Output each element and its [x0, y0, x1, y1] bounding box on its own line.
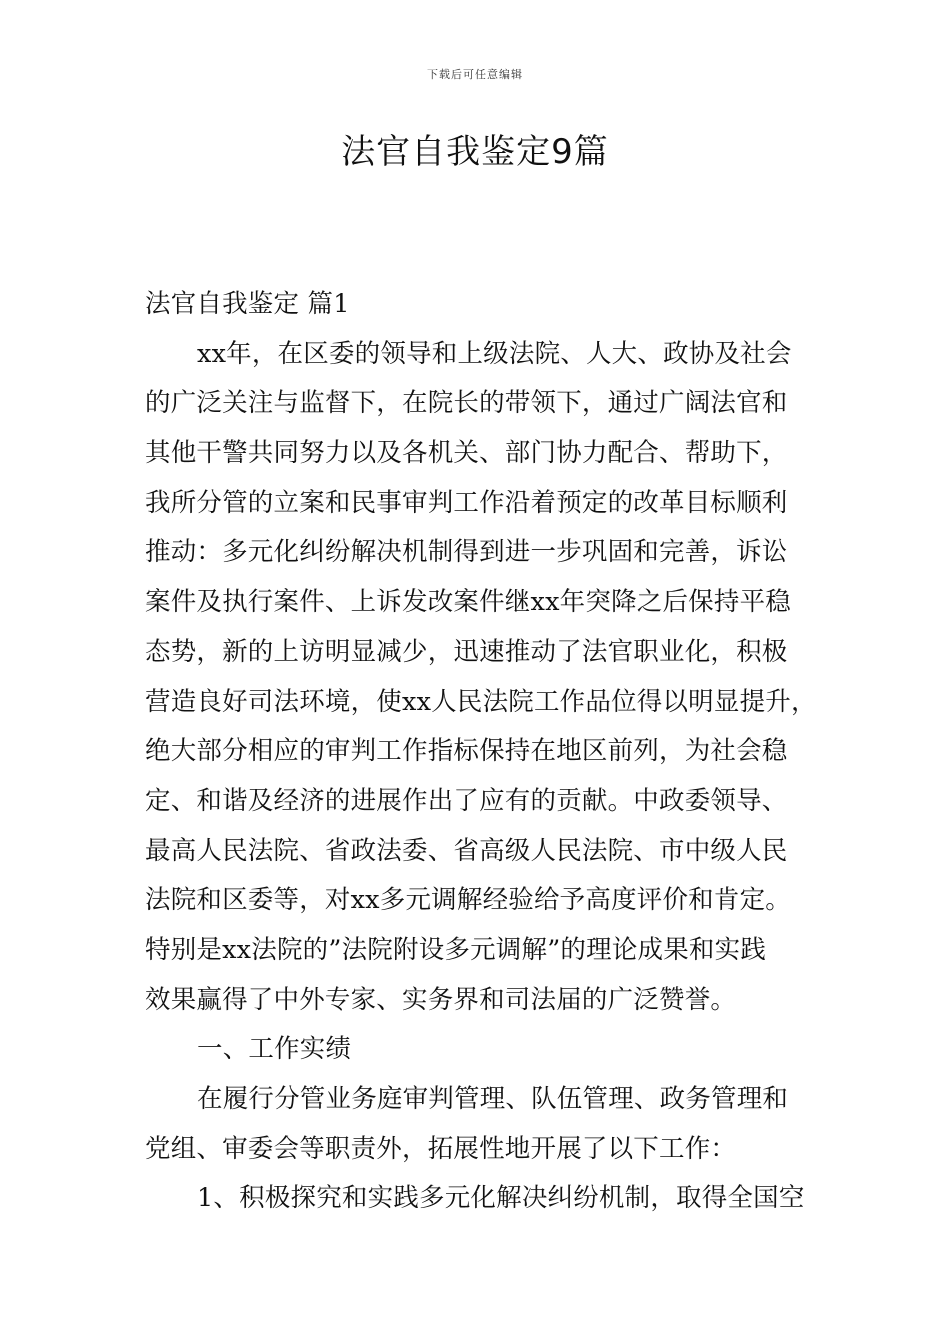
- body-text: [145, 280, 815, 1224]
- text-line: 效果赢得了中外专家、实务界和司法届的广泛赞誉。: [145, 984, 737, 1015]
- text-line: 党组、审委会等职责外，拓展性地开展了以下工作：: [145, 1133, 737, 1164]
- text-line: 法院和区委等，对xx多元调解经验给予高度评价和肯定。: [145, 885, 791, 916]
- text-line: 绝大部分相应的审判工作指标保持在地区前列，为社会稳: [145, 736, 788, 767]
- text-line: 的广泛关注与监督下，在院长的带领下，通过广阔法官和: [145, 388, 788, 419]
- text-line: 其他干警共同努力以及各机关、部门协力配合、帮助下，: [145, 438, 788, 469]
- document-title: 法官自我鉴定9篇: [341, 132, 609, 172]
- text-line: 一、工作实绩: [197, 1034, 352, 1065]
- text-line: 案件及执行案件、上诉发改案件继xx年突降之后保持平稳: [145, 587, 791, 618]
- text-line: 1、积极探究和实践多元化解决纠纷机制，取得全国空: [197, 1183, 805, 1214]
- text-line: 法官自我鉴定 篇1: [145, 289, 350, 319]
- text-line: 推动：多元化纠纷解决机制得到进一步巩固和完善，诉讼: [145, 537, 788, 568]
- text-line: 态势，新的上访明显减少，迅速推动了法官职业化，积极: [145, 636, 788, 667]
- text-line: 最高人民法院、省政法委、省高级人民法院、市中级人民: [145, 835, 788, 866]
- text-line: 在履行分管业务庭审判管理、队伍管理、政务管理和: [197, 1084, 789, 1114]
- header-note: 下载后可任意编辑: [427, 68, 523, 81]
- text-line: xx年，在区委的领导和上级法院、人大、政协及社会: [197, 338, 792, 369]
- text-line: 营造良好司法环境，使xx人民法院工作品位得以明显提升，: [145, 686, 817, 717]
- text-line: 我所分管的立案和民事审判工作沿着预定的改革目标顺利: [145, 487, 788, 518]
- text-line: 定、和谐及经济的进展作出了应有的贡献。中政委领导、: [145, 785, 788, 816]
- text-line: 特别是xx法院的”法院附设多元调解”的理论成果和实践: [145, 934, 767, 965]
